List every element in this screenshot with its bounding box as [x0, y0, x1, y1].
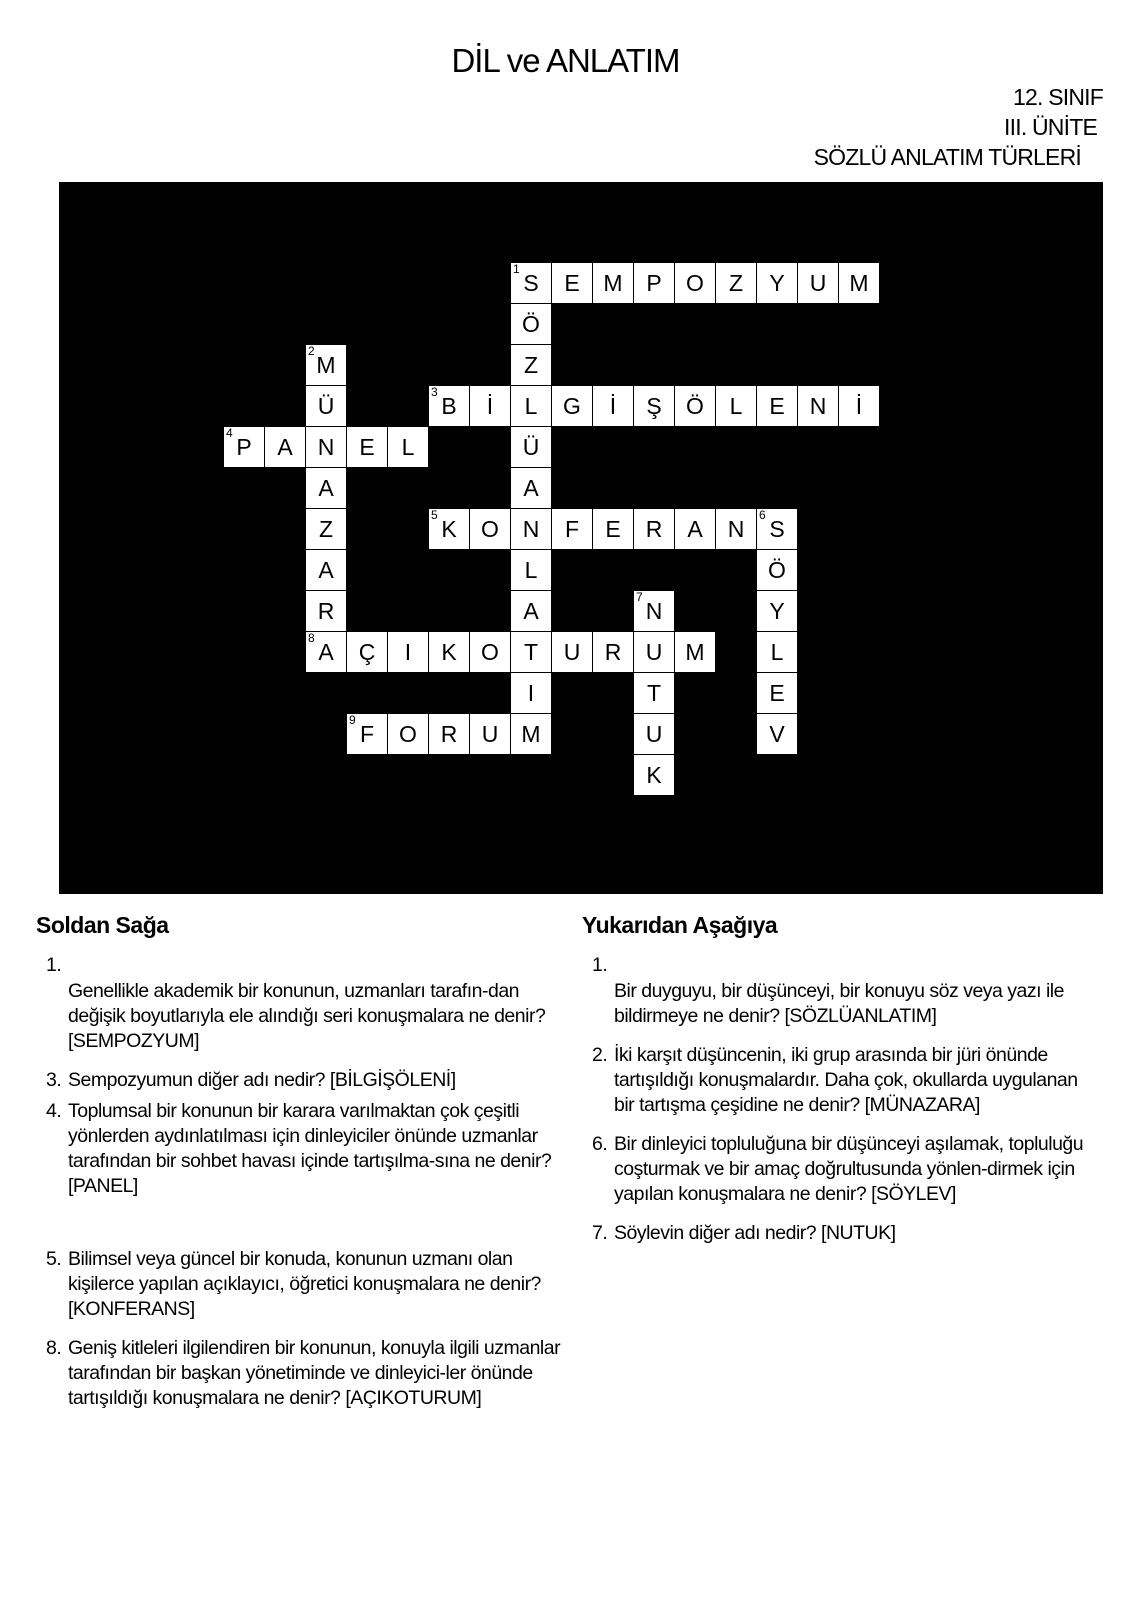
grid-cell — [388, 427, 428, 467]
cell-letter: Ö — [522, 311, 540, 337]
cell-letter: A — [318, 639, 334, 665]
grid-cell — [634, 591, 674, 631]
across-clues — [36, 912, 566, 1411]
cell-letter: N — [317, 434, 335, 460]
grid-cell — [593, 263, 633, 303]
cell-letter: M — [316, 352, 336, 378]
grid-cell — [511, 632, 551, 672]
cell-letter: P — [646, 270, 662, 296]
cell-letter: N — [645, 598, 663, 624]
cell-letter: M — [849, 270, 869, 296]
cell-letter: I — [527, 680, 535, 706]
cell-letter: E — [769, 680, 785, 706]
cell-letter: Ö — [768, 557, 786, 583]
cell-letter: N — [522, 516, 540, 542]
grid-cell — [593, 509, 633, 549]
cell-letter: R — [317, 598, 335, 624]
grid-cell — [675, 509, 715, 549]
cell-letter: Ç — [358, 639, 376, 665]
cell-letter: İ — [855, 393, 863, 419]
cell-letter: İ — [486, 393, 494, 419]
grid-cell — [306, 632, 346, 672]
clue-across-4: 4. Toplumsal bir konunun bir karara varılmaktan çok çeşitli yönlerden aydınlatılması için dinleyiciler önünde uzmanlar tarafından bir sohbet havası içinde tartışılma-sına ne denir? [PANEL] — [46, 1100, 552, 1197]
cell-letter: M — [603, 270, 623, 296]
grid-cell — [306, 550, 346, 590]
grid-cell — [634, 714, 674, 754]
cell-letter: A — [318, 557, 334, 583]
grid-cell — [388, 632, 428, 672]
cell-letter: O — [481, 516, 499, 542]
cell-letter: I — [404, 639, 412, 665]
grid-cell — [675, 386, 715, 426]
grid-cell — [429, 632, 469, 672]
clue-down-6: 6. Bir dinleyici topluluğuna bir düşünceyi aşılamak, topluluğu coşturmak ve bir amaç doğrultusunda yönlen-dirmek için yapılan konuşmalara ne denir? [SÖYLEV] — [592, 1133, 1084, 1205]
crossword-grid — [59, 182, 1103, 894]
page-title: DİL ve ANLATIM — [451, 42, 680, 79]
cell-letter: S — [523, 270, 539, 296]
grid-cell — [511, 714, 551, 754]
grid-cell — [716, 386, 756, 426]
cell-letter: A — [523, 598, 539, 624]
cell-letter: K — [441, 639, 457, 665]
cell-letter: Z — [728, 270, 744, 296]
grid-cell — [798, 386, 838, 426]
grid-cell — [839, 263, 879, 303]
cell-letter: Y — [769, 598, 785, 624]
unit-label: III. ÜNİTE — [1004, 114, 1097, 140]
clue-number: 3 — [431, 385, 438, 399]
clue-number: 4 — [226, 426, 233, 440]
grid-cell — [429, 386, 469, 426]
cell-letter: İ — [609, 393, 617, 419]
grid-cell — [634, 632, 674, 672]
grid-cell — [798, 263, 838, 303]
grid-cell — [634, 673, 674, 713]
clue-number: 6 — [759, 508, 766, 522]
cell-letter: E — [564, 270, 580, 296]
cell-letter: M — [521, 721, 541, 747]
clue-down-1: 1. Bir duyguyu, bir düşünceyi, bir konuyu söz veya yazı ile bildirmeye ne denir? [SÖZLÜANLATIM] — [592, 954, 1064, 1027]
clue-across-3: 3. Sempozyumun diğer adı nedir? [BİLGİŞÖLENİ] — [46, 1069, 456, 1091]
clue-number: 7 — [636, 590, 643, 604]
cell-letter: L — [770, 639, 784, 665]
grid-cell — [470, 509, 510, 549]
cell-letter: A — [318, 475, 334, 501]
down-clues-title: Yukarıdan Aşağıya — [582, 912, 778, 938]
grid-cell — [224, 427, 264, 467]
grid-cell — [511, 550, 551, 590]
cell-letter: E — [769, 393, 785, 419]
cell-letter: O — [686, 270, 704, 296]
cell-letter: N — [809, 393, 827, 419]
grid-cell — [552, 263, 592, 303]
clue-number: 5 — [431, 508, 438, 522]
grid-cell — [552, 386, 592, 426]
cell-letter: Y — [769, 270, 785, 296]
cell-letter: L — [401, 434, 415, 460]
cell-letter: R — [604, 639, 622, 665]
grid-cell — [757, 591, 797, 631]
clue-down-2: 2. İki karşıt düşüncenin, iki grup arasında bir jüri önünde tartışıldığı konuşmalardır. Daha çok, okullarda uygulanan bir tartışma çeşidine ne denir? [MÜNAZARA] — [592, 1044, 1078, 1116]
grid-cell — [511, 427, 551, 467]
grid-cell — [306, 427, 346, 467]
grid-cell — [306, 386, 346, 426]
cell-letter: U — [645, 639, 663, 665]
cell-letter: K — [646, 762, 662, 788]
cell-letter: T — [646, 680, 662, 706]
cell-letter: K — [441, 516, 457, 542]
clue-down-7: 7. Söylevin diğer adı nedir? [NUTUK] — [592, 1222, 896, 1244]
cell-letter: Ü — [317, 393, 335, 419]
grid-cell — [511, 468, 551, 508]
clue-across-5: 5. Bilimsel veya güncel bir konuda, konunun uzmanı olan kişilerce yapılan açıklayıcı, öğretici konuşmalara ne denir? [KONFERANS] — [46, 1248, 541, 1320]
grid-cell — [511, 591, 551, 631]
topic-label: SÖZLÜ ANLATIM TÜRLERİ — [813, 144, 1081, 170]
cell-letter: N — [727, 516, 745, 542]
grid-cell — [757, 263, 797, 303]
cell-letter: U — [645, 721, 663, 747]
grid-cell — [757, 386, 797, 426]
cell-letter: L — [524, 393, 538, 419]
cell-letter: Ö — [686, 393, 704, 419]
cell-letter: Ü — [522, 434, 540, 460]
cell-letter: Z — [318, 516, 334, 542]
cell-letter: E — [605, 516, 621, 542]
cell-letter: R — [440, 721, 458, 747]
cell-letter: M — [685, 639, 705, 665]
cell-letter: R — [645, 516, 663, 542]
grid-cell — [511, 263, 551, 303]
clue-number: 2 — [308, 344, 315, 358]
grid-cell — [306, 345, 346, 385]
grid-cell — [634, 386, 674, 426]
grid-cell — [634, 263, 674, 303]
cell-letter: F — [564, 516, 580, 542]
grid-cell — [347, 427, 387, 467]
cell-letter: L — [524, 557, 538, 583]
grid-cell — [347, 632, 387, 672]
cell-letter: A — [687, 516, 703, 542]
grid-cell — [429, 509, 469, 549]
grid-cell — [757, 714, 797, 754]
grid-cell — [552, 632, 592, 672]
grid-cell — [470, 714, 510, 754]
cell-letter: T — [523, 639, 539, 665]
grid-cell — [716, 509, 756, 549]
grid-cell — [470, 386, 510, 426]
grid-cell — [306, 509, 346, 549]
grade-label: 12. SINIF — [1013, 84, 1103, 110]
grid-cell — [511, 345, 551, 385]
cell-letter: L — [729, 393, 743, 419]
cell-letter: U — [563, 639, 581, 665]
grid-cell — [552, 509, 592, 549]
grid-cell — [716, 263, 756, 303]
cell-letter: U — [809, 270, 827, 296]
cell-letter: O — [481, 639, 499, 665]
clue-across-1: 1. Genellikle akademik bir konunun, uzmanları tarafın-dan değişik boyutlarıyla ele alındığı seri konuşmalara ne denir? [SEMPOZYUM] — [46, 954, 546, 1052]
grid-cell — [429, 714, 469, 754]
grid-cell — [306, 468, 346, 508]
grid-cell — [388, 714, 428, 754]
grid-cell — [511, 386, 551, 426]
cell-letter: Z — [523, 352, 539, 378]
grid-cell — [634, 755, 674, 795]
cell-letter: A — [277, 434, 293, 460]
cell-letter: U — [481, 721, 499, 747]
grid-cell — [511, 509, 551, 549]
cell-letter: V — [769, 721, 785, 747]
cell-letter: P — [236, 434, 252, 460]
grid-cell — [757, 673, 797, 713]
grid-cell — [757, 509, 797, 549]
grid-cell — [347, 714, 387, 754]
grid-cell — [511, 304, 551, 344]
cell-letter: A — [523, 475, 539, 501]
grid-cell — [593, 632, 633, 672]
grid-cell — [306, 591, 346, 631]
cell-letter: F — [359, 721, 375, 747]
grid-cell — [757, 632, 797, 672]
grid-cell — [675, 263, 715, 303]
grid-cell — [634, 509, 674, 549]
cell-letter: B — [441, 393, 457, 419]
cell-letter: Ş — [646, 393, 662, 419]
cell-letter: S — [769, 516, 785, 542]
clue-number: 1 — [513, 262, 520, 276]
across-clues-title: Soldan Sağa — [36, 912, 169, 938]
grid-cell — [265, 427, 305, 467]
grid-cell — [593, 386, 633, 426]
grid-cell — [470, 632, 510, 672]
clue-across-8: 8. Geniş kitleleri ilgilendiren bir konunun, konuyla ilgili uzmanlar tarafından bir başkan yönetiminde ve dinleyici-ler önünde tartışıldığı konuşmalara ne denir? [AÇIKOTURUM] — [46, 1337, 561, 1409]
cell-letter: E — [359, 434, 375, 460]
grid-cell — [511, 673, 551, 713]
clue-number: 9 — [349, 713, 356, 727]
grid-cell — [675, 632, 715, 672]
cell-letter: O — [399, 721, 417, 747]
grid-cell — [757, 550, 797, 590]
down-clues — [582, 912, 1102, 1246]
cell-letter: G — [563, 393, 581, 419]
grid-cell — [839, 386, 879, 426]
clue-number: 8 — [308, 631, 315, 645]
